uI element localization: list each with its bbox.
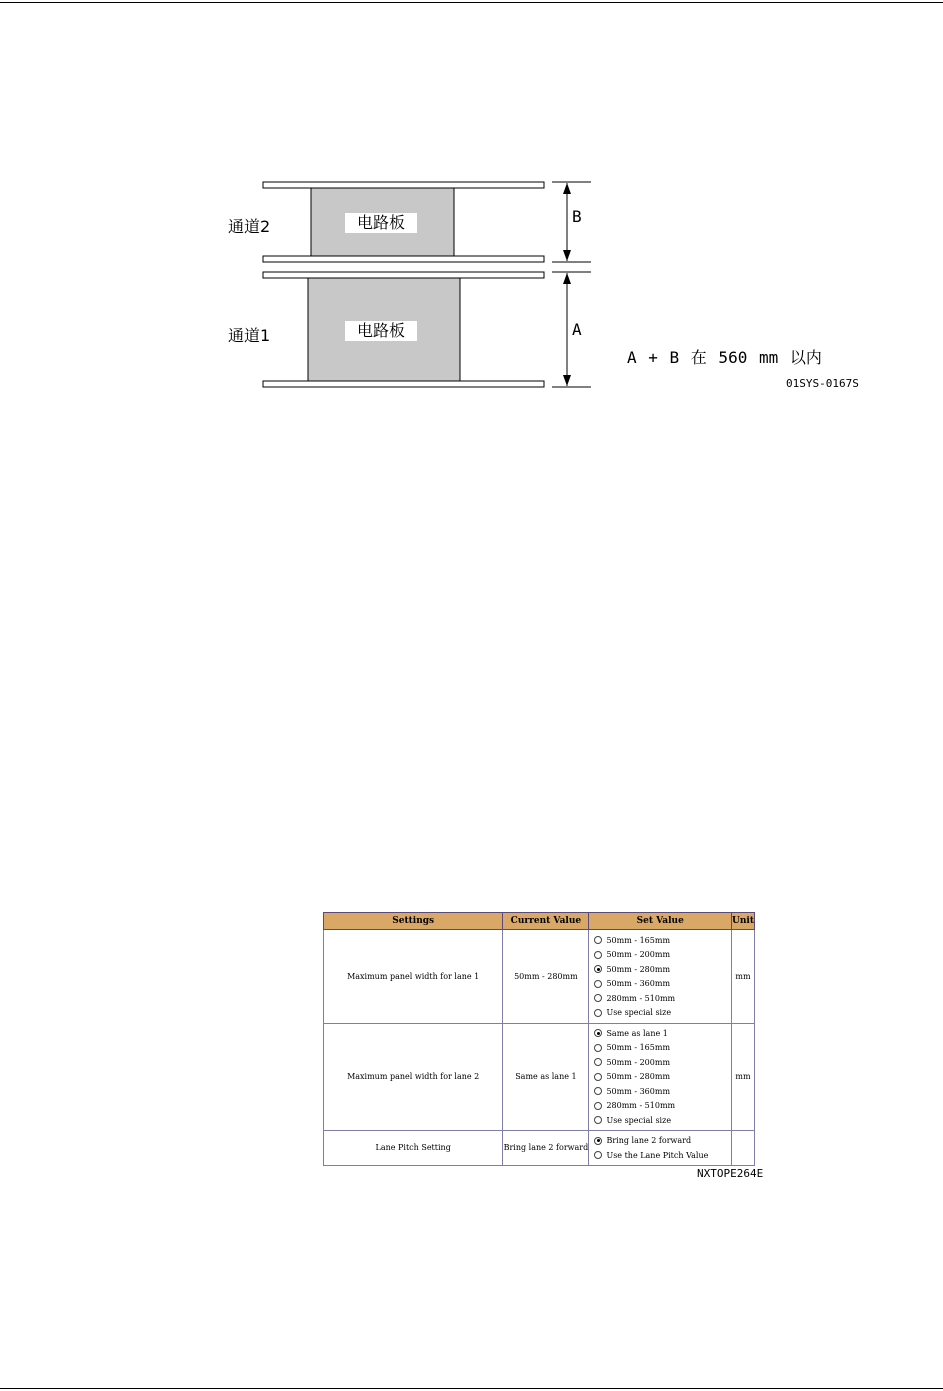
unit: mm <box>732 1023 755 1130</box>
radio-button-selected-icon[interactable] <box>594 1029 602 1037</box>
set-value-options <box>589 1023 732 1130</box>
radio-button-icon[interactable] <box>594 1073 602 1081</box>
radio-option[interactable] <box>594 947 731 962</box>
settings-table <box>323 912 755 1166</box>
radio-label: Same as lane 1 <box>606 1028 668 1038</box>
set-value-options <box>589 930 732 1024</box>
radio-label: Use special size <box>606 1115 672 1125</box>
unit <box>732 1130 755 1165</box>
table-row <box>324 1130 755 1165</box>
header-settings: Settings <box>324 913 503 930</box>
settings-table-frame <box>323 912 755 1166</box>
dim-a-arrow-bottom <box>563 375 571 386</box>
diagram-figure-code: 01SYS-0167S <box>786 377 859 390</box>
setting-name: Maximum panel width for lane 1 <box>324 930 503 1024</box>
lane1-label: 通道1 <box>228 326 271 345</box>
lane2-board-label: 电路板 <box>345 213 417 233</box>
radio-button-selected-icon[interactable] <box>594 1137 602 1145</box>
radio-button-icon[interactable] <box>594 1009 602 1017</box>
radio-option[interactable] <box>594 1005 731 1020</box>
radio-option[interactable] <box>594 933 731 948</box>
radio-label: 280mm - 510mm <box>606 993 676 1003</box>
current-value: Bring lane 2 forward <box>503 1130 589 1165</box>
lane2-label: 通道2 <box>228 217 271 236</box>
table-row <box>324 930 755 1024</box>
radio-button-icon[interactable] <box>594 936 602 944</box>
setting-name: Lane Pitch Setting <box>324 1130 503 1165</box>
unit: mm <box>732 930 755 1024</box>
current-value: Same as lane 1 <box>503 1023 589 1130</box>
dim-a-label: A <box>572 320 582 339</box>
radio-option[interactable] <box>594 962 731 977</box>
radio-button-icon[interactable] <box>594 1087 602 1095</box>
radio-option[interactable] <box>594 1026 731 1041</box>
radio-button-icon[interactable] <box>594 951 602 959</box>
dim-b-arrow-bottom <box>563 250 571 261</box>
radio-label: 50mm - 280mm <box>606 1072 671 1082</box>
radio-button-icon[interactable] <box>594 1151 602 1159</box>
radio-option[interactable] <box>594 976 731 991</box>
radio-label: 280mm - 510mm <box>606 1101 676 1111</box>
radio-option[interactable] <box>594 1069 731 1084</box>
radio-option[interactable] <box>594 1133 731 1148</box>
radio-button-icon[interactable] <box>594 980 602 988</box>
radio-label: Use the Lane Pitch Value <box>606 1150 709 1160</box>
radio-label: 50mm - 200mm <box>606 1057 671 1067</box>
radio-option[interactable] <box>594 1055 731 1070</box>
radio-label: 50mm - 165mm <box>606 935 671 945</box>
radio-option[interactable] <box>594 1084 731 1099</box>
radio-label: 50mm - 360mm <box>606 979 671 989</box>
dim-b-arrow-top <box>563 183 571 194</box>
radio-option[interactable] <box>594 1040 731 1055</box>
bottom-rule <box>0 1388 943 1389</box>
radio-button-icon[interactable] <box>594 1116 602 1124</box>
radio-label: 50mm - 360mm <box>606 1086 671 1096</box>
lane2-bottom-rail <box>263 256 544 262</box>
lane2-top-rail <box>263 182 544 188</box>
radio-option[interactable] <box>594 1148 731 1163</box>
radio-label: 50mm - 280mm <box>606 964 671 974</box>
radio-label: 50mm - 165mm <box>606 1043 671 1053</box>
radio-option[interactable] <box>594 991 731 1006</box>
setting-name: Maximum panel width for lane 2 <box>324 1023 503 1130</box>
table-header-row <box>324 913 755 930</box>
radio-option[interactable] <box>594 1113 731 1128</box>
lane1-bottom-rail <box>263 381 544 387</box>
radio-label: 50mm - 200mm <box>606 950 671 960</box>
radio-button-icon[interactable] <box>594 994 602 1002</box>
radio-button-icon[interactable] <box>594 1102 602 1110</box>
header-set-value: Set Value <box>589 913 732 930</box>
table-figure-code: NXTOPE264E <box>697 1167 764 1180</box>
table-row <box>324 1023 755 1130</box>
radio-label: Use special size <box>606 1008 672 1018</box>
dim-a-arrow-top <box>563 273 571 284</box>
dim-b-label: B <box>572 207 582 226</box>
radio-button-icon[interactable] <box>594 1044 602 1052</box>
constraint-text: A + B 在 560 mm 以内 <box>627 348 822 367</box>
current-value: 50mm - 280mm <box>503 930 589 1024</box>
header-unit: Unit <box>732 913 755 930</box>
set-value-options <box>589 1130 732 1165</box>
header-current-value: Current Value <box>503 913 589 930</box>
lane1-top-rail <box>263 272 544 278</box>
radio-label: Bring lane 2 forward <box>606 1136 692 1146</box>
radio-button-icon[interactable] <box>594 1058 602 1066</box>
radio-option[interactable] <box>594 1098 731 1113</box>
radio-button-selected-icon[interactable] <box>594 965 602 973</box>
lane1-board-label: 电路板 <box>345 321 417 341</box>
